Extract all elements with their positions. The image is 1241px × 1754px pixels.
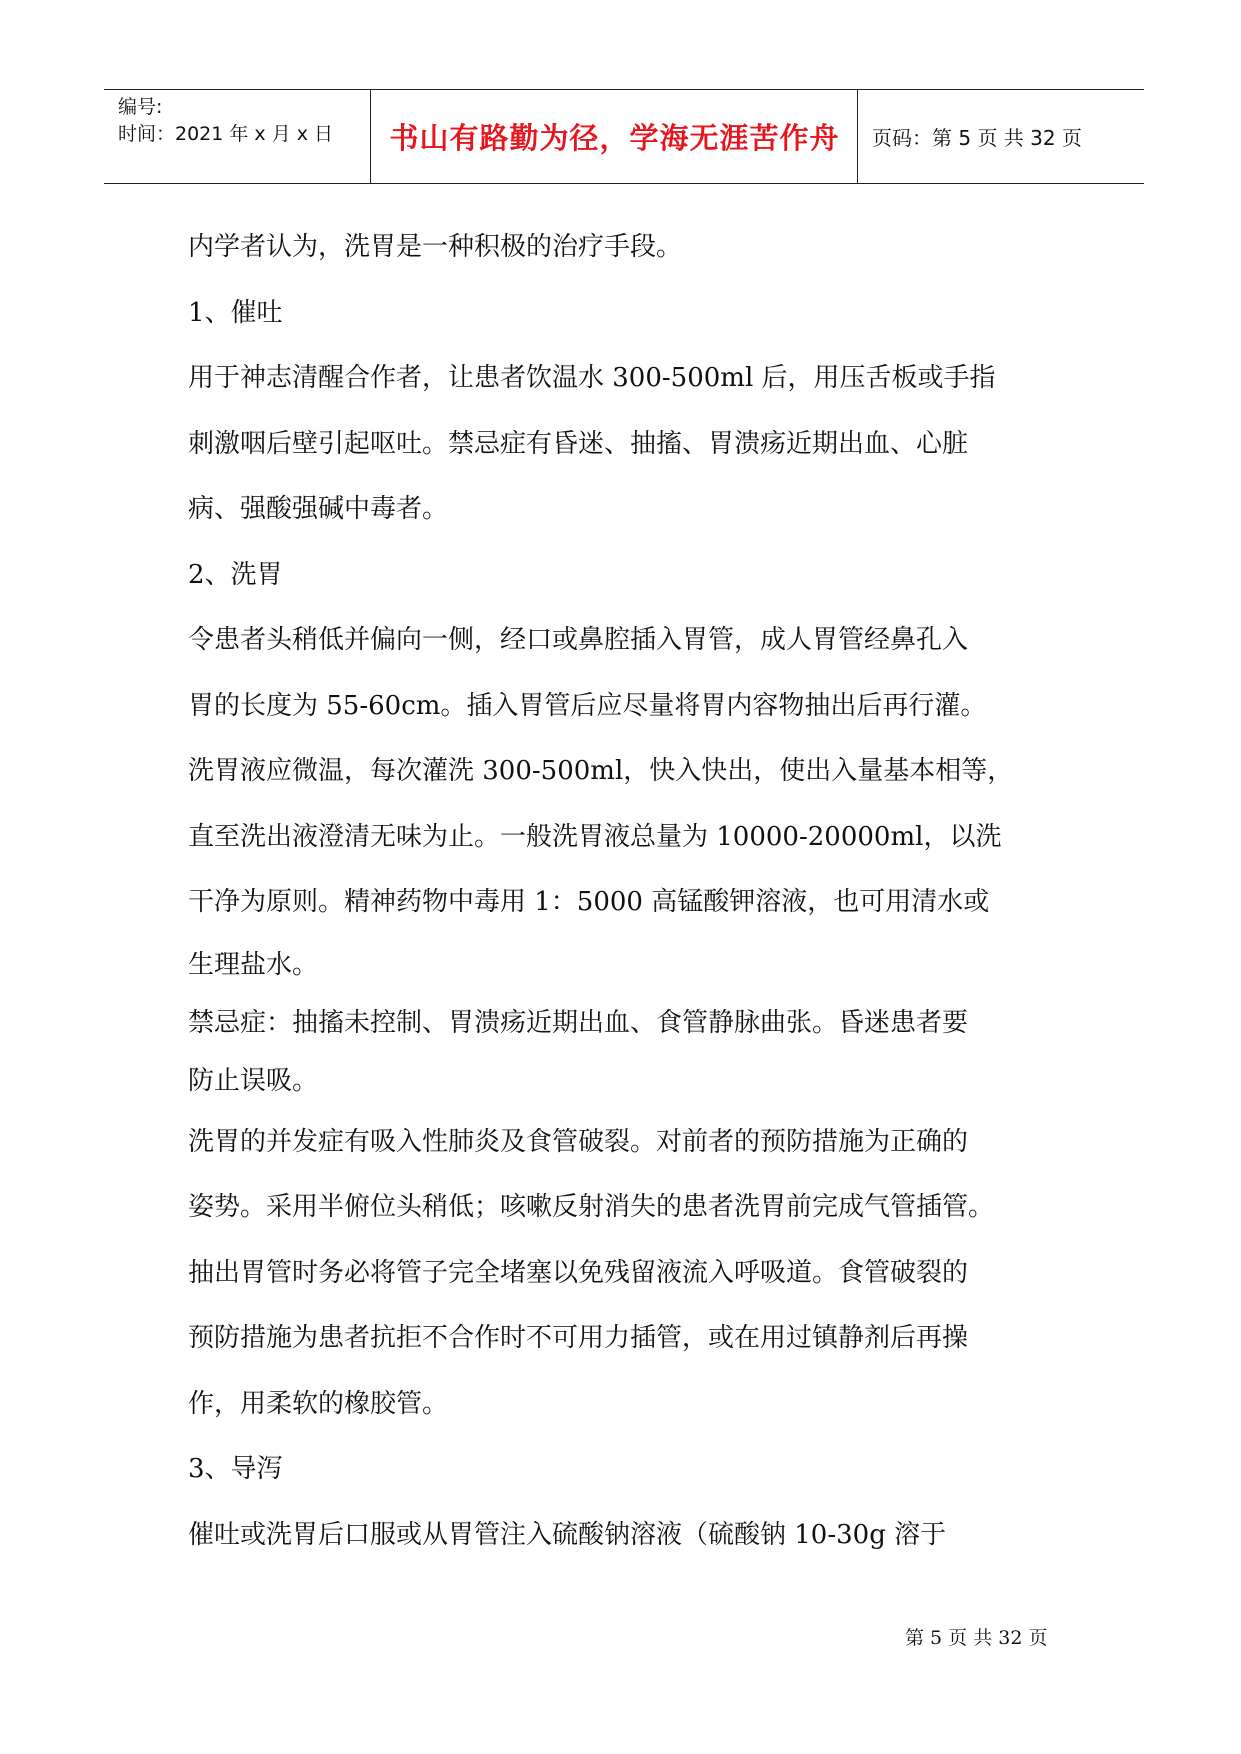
body-line: 禁忌症：抽搐未控制、胃溃疡近期出血、食管静脉曲张。昏迷患者要 — [188, 1007, 969, 1038]
document-body — [188, 215, 1068, 1568]
section-heading: 2、洗胃 — [188, 559, 283, 590]
body-line: 胃的长度为 55-60cm。插入胃管后应尽量将胃内容物抽出后再行灌。 — [188, 690, 987, 721]
body-line: 内学者认为，洗胃是一种积极的治疗手段。 — [188, 232, 683, 262]
body-line: 姿势。采用半俯位头稍低；咳嗽反射消失的患者洗胃前完成气管插管。 — [188, 1192, 995, 1222]
page-footer: 第 5 页 共 32 页 — [905, 1627, 1048, 1649]
document-number-label: 编号: — [118, 96, 163, 118]
section-heading: 3、导泻 — [188, 1454, 283, 1484]
body-line: 洗胃的并发症有吸入性肺炎及食管破裂。对前者的预防措施为正确的 — [188, 1126, 969, 1157]
body-line: 抽出胃管时务必将管子完全堵塞以免残留液流入呼吸道。食管破裂的 — [188, 1257, 969, 1288]
body-line: 直至洗出液澄清无味为止。一般洗胃液总量为 10000-20000ml，以洗 — [188, 821, 1002, 852]
header-page-number: 页码：第 5 页 共 32 页 — [872, 126, 1082, 150]
section-heading: 1、催吐 — [188, 297, 283, 328]
header-motto: 书山有路勤为径，学海无涯苦作舟 — [389, 121, 840, 155]
body-line: 干净为原则。精神药物中毒用 1：5000 高锰酸钾溶液，也可用清水或 — [188, 887, 990, 917]
body-line: 作，用柔软的橡胶管。 — [188, 1388, 449, 1419]
body-line: 催吐或洗胃后口服或从胃管注入硫酸钠溶液（硫酸钠 10-30g 溶于 — [188, 1519, 947, 1550]
body-line: 病、强酸强碱中毒者。 — [188, 494, 449, 524]
body-line: 洗胃液应微温，每次灌洗 300-500ml，快入快出，使出入量基本相等， — [188, 756, 1014, 786]
header-divider — [370, 90, 371, 183]
page-header — [104, 89, 1144, 184]
body-line: 预防措施为患者抗拒不合作时不可用力插管，或在用过镇静剂后再操 — [188, 1323, 969, 1353]
header-divider — [857, 90, 858, 183]
body-line: 生理盐水。 — [188, 949, 319, 980]
body-line: 刺激咽后壁引起呕吐。禁忌症有昏迷、抽搐、胃溃疡近期出血、心脏 — [188, 428, 969, 459]
body-line: 用于神志清醒合作者，让患者饮温水 300-500ml 后，用压舌板或手指 — [188, 363, 996, 393]
document-time-label: 时间：2021 年 x 月 x 日 — [118, 123, 334, 145]
body-line: 令患者头稍低并偏向一侧，经口或鼻腔插入胃管，成人胃管经鼻孔入 — [188, 625, 969, 655]
body-line: 防止误吸。 — [188, 1065, 319, 1096]
